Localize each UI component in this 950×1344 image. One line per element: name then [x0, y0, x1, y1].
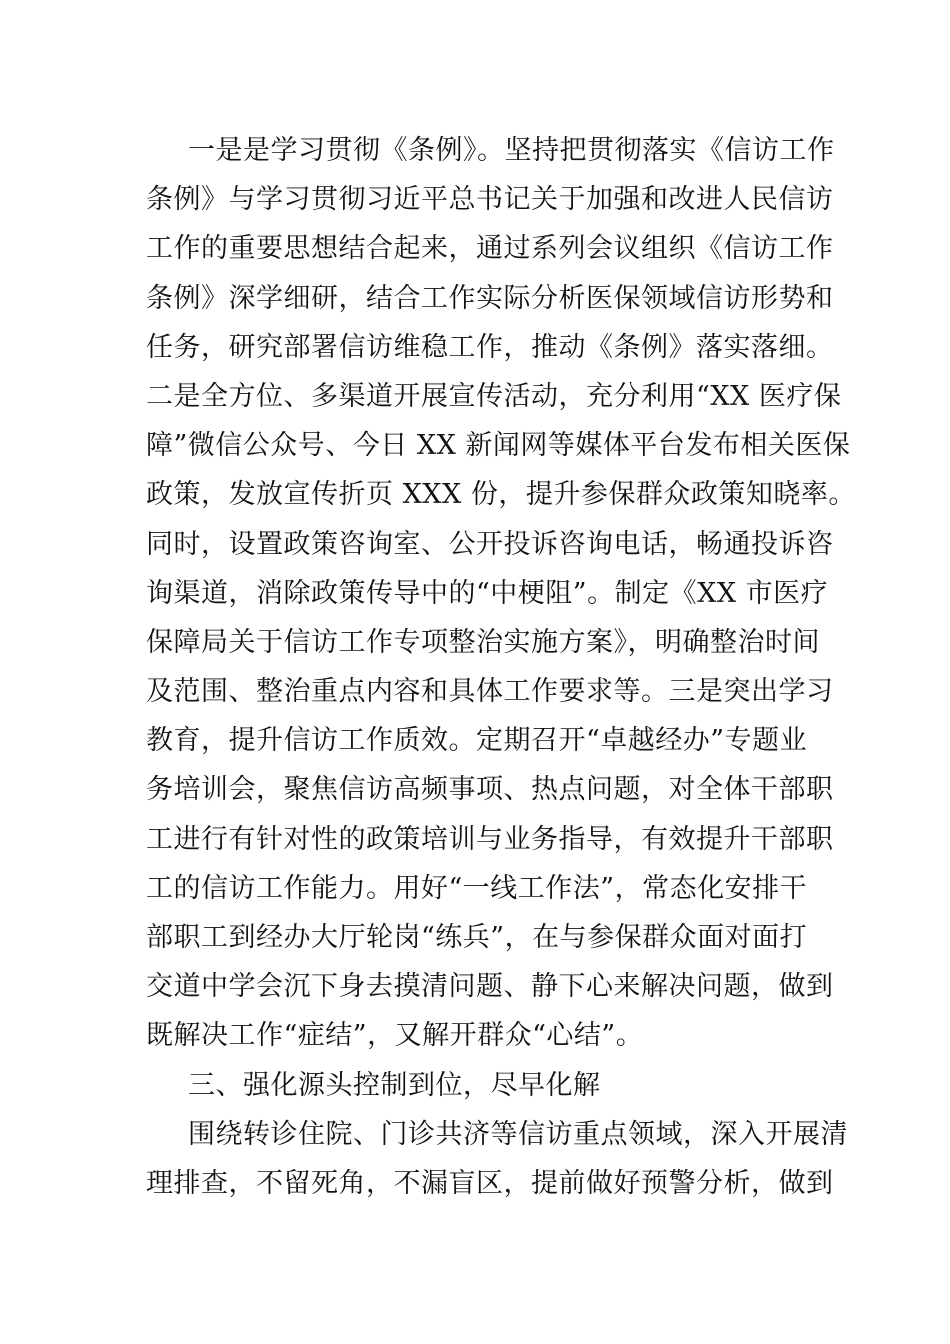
paragraph-line: 障”微信公众号、今日 XX 新闻网等媒体平台发布相关医保 [146, 430, 851, 462]
paragraph-line: 教育，提升信访工作质效。定期召开“卓越经办”专题业 [146, 725, 808, 757]
paragraph-line: 理排查，不留死角，不漏盲区，提前做好预警分析，做到 [146, 1167, 834, 1199]
document-body [146, 126, 856, 1208]
paragraph-line: 交道中学会沉下身去摸清问题、静下心来解决问题，做到 [146, 971, 834, 1003]
paragraph-line: 条例》与学习贯彻习近平总书记关于加强和改进人民信访 [146, 184, 834, 216]
paragraph-line: 及范围、整治重点内容和具体工作要求等。三是突出学习 [146, 676, 834, 708]
paragraph-line: 围绕转诊住院、门诊共济等信访重点领域，深入开展清 [188, 1118, 848, 1150]
paragraph-line: 一是是学习贯彻《条例》。坚持把贯彻落实《信访工作 [188, 135, 835, 166]
paragraph-line: 任务，研究部署信访维稳工作，推动《条例》落实落细。 [146, 331, 834, 363]
paragraph-line: 务培训会，聚焦信访高频事项、热点问题，对全体干部职 [146, 774, 834, 806]
paragraph-line: 工进行有针对性的政策培训与业务指导，有效提升干部职 [146, 823, 834, 855]
paragraph-line: 二是全方位、多渠道开展宣传活动，充分利用“XX 医疗保 [146, 380, 842, 412]
paragraph-line: 工作的重要思想结合起来，通过系列会议组织《信访工作 [146, 233, 834, 265]
paragraph-line: 同时，设置政策咨询室、公开投诉咨询电话，畅通投诉咨 [146, 528, 834, 560]
paragraph-line: 工的信访工作能力。用好“一线工作法”，常态化安排干 [146, 872, 808, 904]
paragraph-line: 保障局关于信访工作专项整治实施方案》，明确整治时间 [146, 626, 820, 658]
paragraph-line: 条例》深学细研，结合工作实际分析医保领域信访形势和 [146, 282, 834, 314]
paragraph-line: 政策，发放宣传折页 XXX 份，提升参保群众政策知晓率。 [146, 479, 856, 511]
paragraph-line: 询渠道，消除政策传导中的“中梗阻”。制定《XX 市医疗 [146, 577, 829, 609]
section-heading: 三、强化源头控制到位，尽早化解 [188, 1069, 601, 1101]
paragraph-line: 部职工到经办大厅轮岗“练兵”，在与参保群众面对面打 [146, 922, 808, 953]
paragraph-line: 既解决工作“症结”，又解开群众“心结”。 [146, 1020, 644, 1052]
